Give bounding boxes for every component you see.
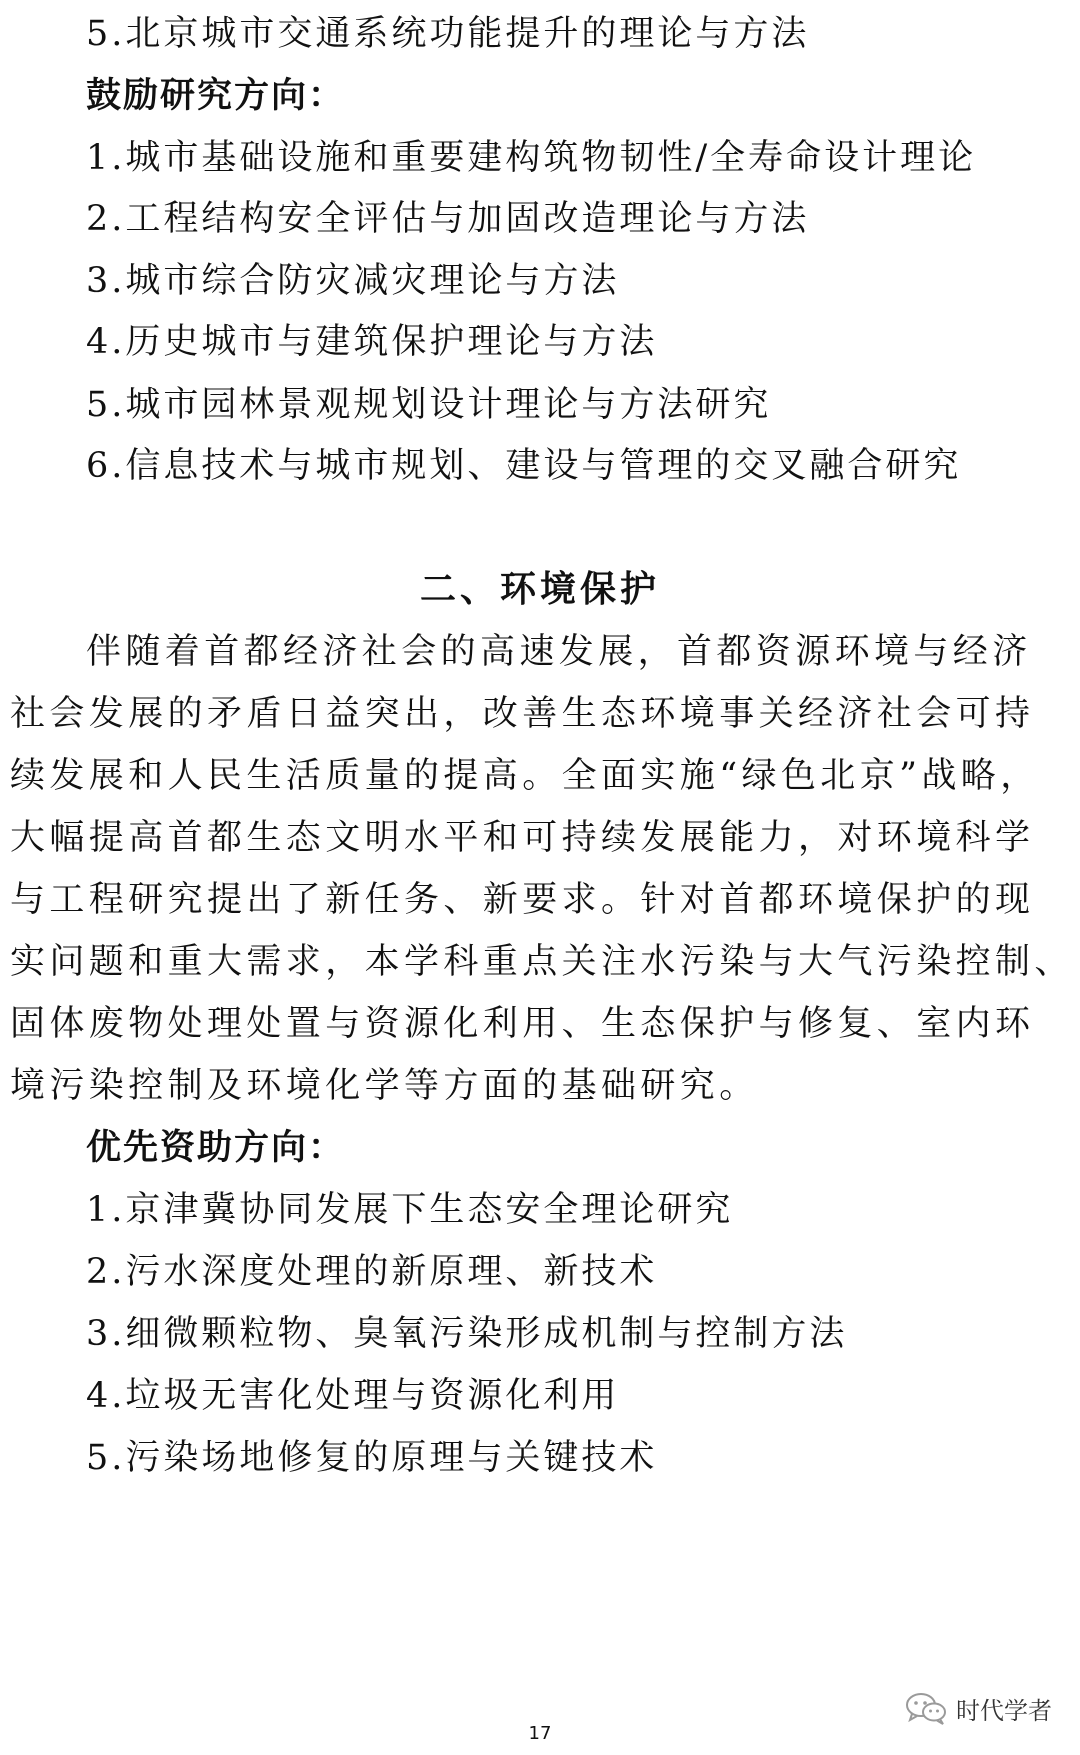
list-item: 3.城市综合防灾减灾理论与方法: [86, 261, 620, 301]
paragraph-line: 境污染控制及环境化学等方面的基础研究。: [10, 1066, 759, 1106]
section1-last-item: 5.北京城市交通系统功能提升的理论与方法: [86, 14, 810, 54]
list-item: 4.历史城市与建筑保护理论与方法: [86, 322, 658, 362]
paragraph-line: 续发展和人民生活质量的提高。全面实施“绿色北京”战略，: [10, 756, 1040, 796]
paragraph-line: 社会发展的矛盾日益突出，改善生态环境事关经济社会可持: [10, 694, 1035, 734]
list-item: 5.城市园林景观规划设计理论与方法研究: [86, 385, 772, 425]
list-item: 2.污水深度处理的新原理、新技术: [86, 1252, 658, 1292]
list-item: 1.城市基础设施和重要建构筑物韧性/全寿命设计理论: [86, 138, 977, 178]
list-item: 2.工程结构安全评估与加固改造理论与方法: [86, 199, 810, 239]
watermark-text: 时代学者: [956, 1696, 1052, 1725]
list-item: 6.信息技术与城市规划、建设与管理的交叉融合研究: [86, 446, 962, 486]
priority-title: 优先资助方向：: [86, 1128, 346, 1168]
list-item: 1.京津冀协同发展下生态安全理论研究: [86, 1190, 734, 1230]
list-item: 4.垃圾无害化处理与资源化利用: [86, 1376, 620, 1416]
paragraph-line: 伴随着首都经济社会的高速发展，首都资源环境与经济: [86, 632, 1032, 672]
paragraph-line: 固体废物处理处置与资源化利用、生态保护与修复、室内环: [10, 1004, 1035, 1044]
list-item: 3.细微颗粒物、臭氧污染形成机制与控制方法: [86, 1314, 848, 1354]
page-number: 17: [528, 1723, 552, 1744]
paragraph-line: 实问题和重大需求，本学科重点关注水污染与大气污染控制、: [10, 942, 1074, 982]
encourage-title: 鼓励研究方向：: [86, 76, 346, 116]
paragraph-line: 与工程研究提出了新任务、新要求。针对首都环境保护的现: [10, 880, 1035, 920]
paragraph-line: 大幅提高首都生态文明水平和可持续发展能力，对环境科学: [10, 818, 1035, 858]
list-item: 5.污染场地修复的原理与关键技术: [86, 1438, 658, 1478]
section-heading: 二、环境保护: [419, 569, 660, 610]
wechat-icon: [904, 1691, 948, 1725]
